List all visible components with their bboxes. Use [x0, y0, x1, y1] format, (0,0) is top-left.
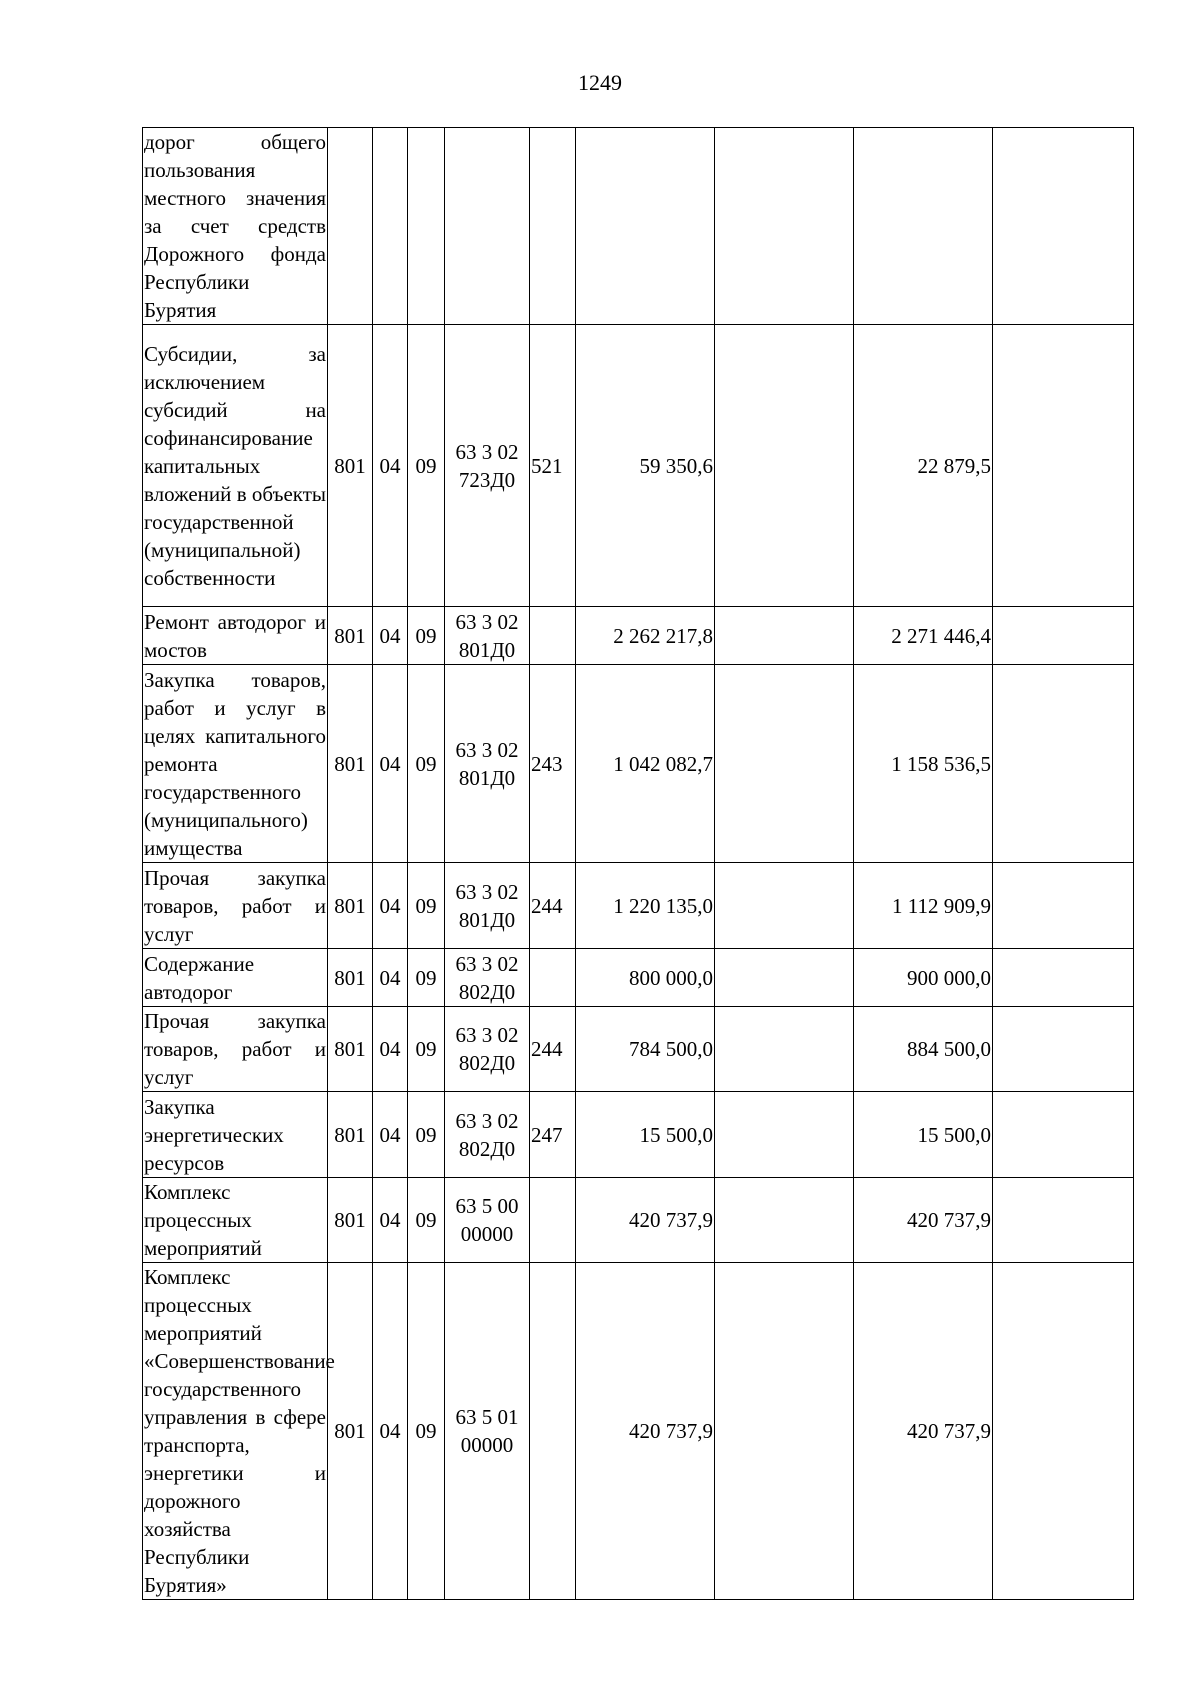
target-article-line-2: 801Д0: [458, 765, 516, 790]
row-name-cell: Закупка товаров, работ и услуг в целях капитального ремонта государственного (муниципального) имущества: [143, 665, 328, 863]
table-row: [143, 325, 1134, 607]
row-subsection-cell: 09: [408, 1263, 445, 1600]
row-section-cell: [373, 128, 408, 325]
row-sum-1-cell: 784 500,0: [576, 1007, 715, 1092]
row-gr-code-cell: 801: [328, 607, 373, 665]
row-target-article-cell: [445, 949, 530, 1007]
row-name-cell: Прочая закупка товаров, работ и услуг: [143, 863, 328, 949]
row-target-article-cell: [445, 128, 530, 325]
row-sum-2-cell: [715, 665, 854, 863]
table-row: [143, 1092, 1134, 1178]
row-sum-3-cell: [854, 128, 993, 325]
row-gr-code-cell: 801: [328, 949, 373, 1007]
target-article-line-1: 63 3 02: [455, 879, 519, 904]
row-name-cell: Ремонт автодорог и мостов: [143, 607, 328, 665]
target-article-line-2: 802Д0: [458, 1051, 516, 1075]
row-sum-1-cell: 1 220 135,0: [576, 863, 715, 949]
row-sum-4-cell: [993, 607, 1134, 665]
target-article-line-1: 63 5 00: [455, 1194, 519, 1218]
row-gr-code-cell: 801: [328, 863, 373, 949]
row-target-article-cell: [445, 1178, 530, 1263]
row-sum-2-cell: [715, 325, 854, 607]
row-expense-type-cell: 521: [530, 325, 576, 607]
row-sum-4-cell: [993, 949, 1134, 1007]
row-subsection-cell: 09: [408, 949, 445, 1007]
row-section-cell: 04: [373, 665, 408, 863]
row-sum-3-cell: 884 500,0: [854, 1007, 993, 1092]
row-expense-type-cell: [530, 607, 576, 665]
row-target-article-cell: [445, 607, 530, 665]
row-expense-type-cell: 244: [530, 863, 576, 949]
row-sum-3-cell: 15 500,0: [854, 1092, 993, 1178]
row-sum-3-cell: 420 737,9: [854, 1263, 993, 1600]
row-subsection-cell: 09: [408, 665, 445, 863]
row-section-cell: 04: [373, 1007, 408, 1092]
row-gr-code-cell: 801: [328, 1263, 373, 1600]
row-sum-4-cell: [993, 325, 1134, 607]
row-target-article-cell: [445, 1007, 530, 1092]
row-subsection-cell: 09: [408, 1178, 445, 1263]
row-name-cell: дорог общего пользования местного значения за счет средств Дорожного фонда Республики Бурятия: [143, 128, 328, 325]
row-subsection-cell: 09: [408, 1007, 445, 1092]
row-target-article-cell: [445, 863, 530, 949]
row-expense-type-cell: 247: [530, 1092, 576, 1178]
row-expense-type-cell: 243: [530, 665, 576, 863]
row-sum-4-cell: [993, 128, 1134, 325]
row-section-cell: 04: [373, 325, 408, 607]
table-row: [143, 665, 1134, 863]
target-article-line-1: 63 3 02: [455, 609, 519, 634]
target-article-line-2: 801Д0: [458, 907, 516, 932]
row-target-article-cell: [445, 1263, 530, 1600]
row-gr-code-cell: 801: [328, 325, 373, 607]
budget-table: [142, 127, 1134, 1600]
row-sum-3-cell: 1 158 536,5: [854, 665, 993, 863]
target-article-line-1: 63 3 02: [455, 1108, 519, 1133]
row-sum-4-cell: [993, 1178, 1134, 1263]
row-gr-code-cell: 801: [328, 1178, 373, 1263]
row-gr-code-cell: 801: [328, 1007, 373, 1092]
table-row: [143, 1178, 1134, 1263]
table-row: [143, 863, 1134, 949]
target-article-line-2: 801Д0: [458, 637, 516, 662]
row-sum-2-cell: [715, 1007, 854, 1092]
row-name-cell: Комплекс процессных мероприятий: [143, 1178, 328, 1263]
row-name-cell: Комплекс процессных мероприятий «Совершенствование государственного управления в сфере транспорта, энергетики и дорожного хозяйства Республики Бурятия»: [143, 1263, 328, 1600]
row-section-cell: 04: [373, 1263, 408, 1600]
row-sum-3-cell: 22 879,5: [854, 325, 993, 607]
row-sum-2-cell: [715, 607, 854, 665]
row-section-cell: 04: [373, 949, 408, 1007]
budget-table-body: [143, 128, 1134, 1600]
row-expense-type-cell: 244: [530, 1007, 576, 1092]
row-section-cell: 04: [373, 607, 408, 665]
row-name-cell: Субсидии, за исключением субсидий на софинансирование капитальных вложений в объекты государственной (муниципальной) собственности: [143, 325, 328, 607]
row-expense-type-cell: [530, 1178, 576, 1263]
row-sum-4-cell: [993, 1092, 1134, 1178]
row-sum-3-cell: 1 112 909,9: [854, 863, 993, 949]
target-article-line-2: 802Д0: [458, 1136, 516, 1161]
row-sum-1-cell: 420 737,9: [576, 1263, 715, 1600]
table-row: [143, 1007, 1134, 1092]
row-sum-4-cell: [993, 863, 1134, 949]
row-sum-2-cell: [715, 128, 854, 325]
row-expense-type-cell: [530, 1263, 576, 1600]
target-article-line-1: 63 3 02: [455, 951, 519, 976]
row-section-cell: 04: [373, 1092, 408, 1178]
row-sum-2-cell: [715, 1263, 854, 1600]
row-expense-type-cell: [530, 949, 576, 1007]
target-article-line-2: 723Д0: [458, 467, 516, 492]
row-target-article-cell: [445, 1092, 530, 1178]
target-article-line-2: 802Д0: [458, 979, 516, 1004]
row-target-article-cell: [445, 325, 530, 607]
row-sum-1-cell: 800 000,0: [576, 949, 715, 1007]
row-sum-2-cell: [715, 1092, 854, 1178]
row-gr-code-cell: 801: [328, 665, 373, 863]
target-article-line-1: 63 3 02: [455, 439, 519, 464]
target-article-line-1: 63 5 01: [455, 1405, 519, 1429]
target-article-line-1: 63 3 02: [455, 737, 519, 762]
row-subsection-cell: 09: [408, 1092, 445, 1178]
row-sum-4-cell: [993, 1007, 1134, 1092]
page-number: 1249: [578, 70, 622, 95]
row-sum-2-cell: [715, 863, 854, 949]
target-article-line-2: 00000: [460, 1433, 514, 1457]
row-subsection-cell: [408, 128, 445, 325]
table-row: [143, 1263, 1134, 1600]
row-sum-1-cell: 15 500,0: [576, 1092, 715, 1178]
row-sum-4-cell: [993, 665, 1134, 863]
row-section-cell: 04: [373, 1178, 408, 1263]
row-sum-2-cell: [715, 949, 854, 1007]
row-subsection-cell: 09: [408, 863, 445, 949]
row-target-article-cell: [445, 665, 530, 863]
row-sum-3-cell: 900 000,0: [854, 949, 993, 1007]
row-sum-1-cell: 1 042 082,7: [576, 665, 715, 863]
row-sum-1-cell: 59 350,6: [576, 325, 715, 607]
row-subsection-cell: 09: [408, 325, 445, 607]
row-subsection-cell: 09: [408, 607, 445, 665]
row-gr-code-cell: 801: [328, 1092, 373, 1178]
target-article-line-1: 63 3 02: [455, 1023, 519, 1047]
row-sum-3-cell: 420 737,9: [854, 1178, 993, 1263]
row-gr-code-cell: [328, 128, 373, 325]
row-name-cell: Содержание автодорог: [143, 949, 328, 1007]
row-sum-1-cell: [576, 128, 715, 325]
row-section-cell: 04: [373, 863, 408, 949]
row-sum-1-cell: 420 737,9: [576, 1178, 715, 1263]
target-article-line-2: 00000: [460, 1222, 514, 1246]
table-row: [143, 128, 1134, 325]
table-row: [143, 949, 1134, 1007]
row-name-cell: Закупка энергетических ресурсов: [143, 1092, 328, 1178]
table-row: [143, 607, 1134, 665]
row-sum-1-cell: 2 262 217,8: [576, 607, 715, 665]
row-sum-2-cell: [715, 1178, 854, 1263]
row-expense-type-cell: [530, 128, 576, 325]
row-sum-4-cell: [993, 1263, 1134, 1600]
row-name-cell: Прочая закупка товаров, работ и услуг: [143, 1007, 328, 1092]
row-sum-3-cell: 2 271 446,4: [854, 607, 993, 665]
